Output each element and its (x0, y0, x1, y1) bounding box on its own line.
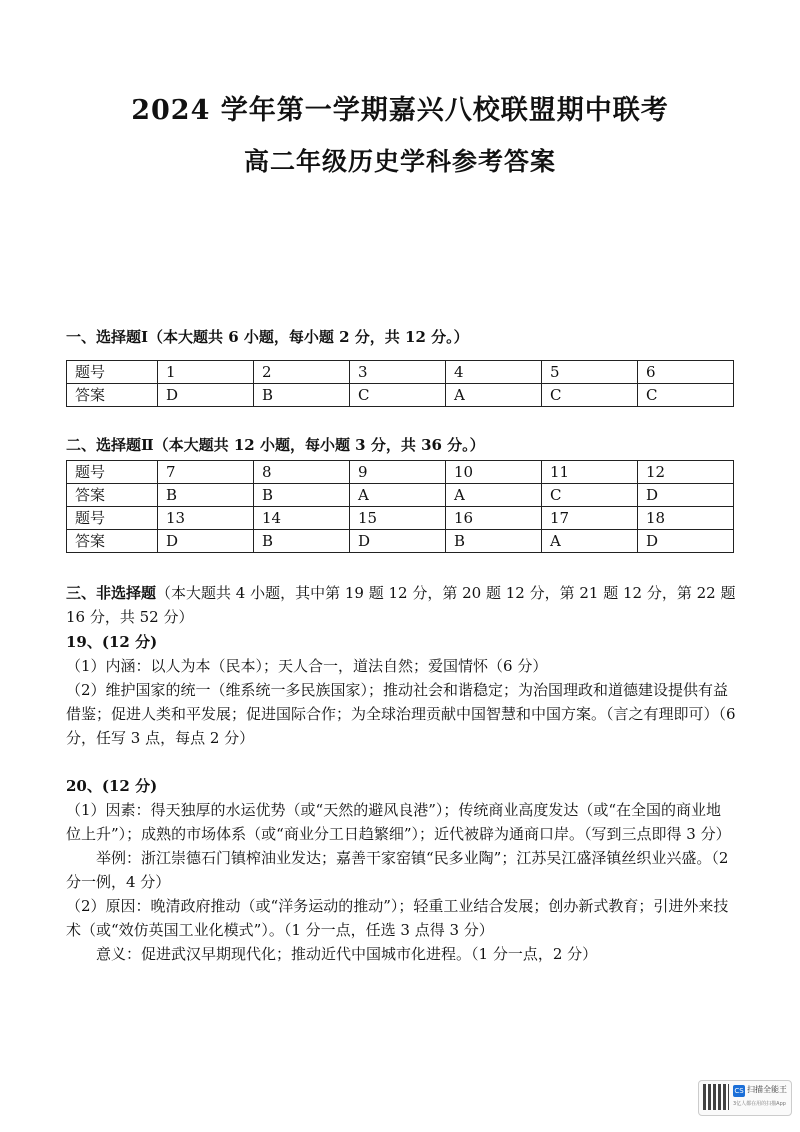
table-cell: 5 (542, 361, 638, 384)
table-row (67, 530, 734, 553)
section1-heading: 一、选择题Ⅰ（本大题共 6 小题，每小题 2 分，共 12 分。） (66, 328, 469, 346)
q19-heading: 19、(12 分) (66, 633, 158, 651)
qr-code-icon (703, 1084, 729, 1110)
table-row (67, 484, 734, 507)
table-cell: B (158, 484, 254, 507)
table-cell: 7 (158, 461, 254, 484)
table-cell: D (158, 384, 254, 407)
watermark-tagline: 3亿人都在用的扫描App (733, 1101, 786, 1107)
scanner-watermark (698, 1080, 792, 1116)
row-label: 答案 (67, 530, 158, 553)
q20-answer-2: （2）原因：晚清政府推动（或“洋务运动的推动”）；轻重工业结合发展；创办新式教育；引进外来技术（或“效仿英国工业化模式”）。（1 分一点，任选 3 点得 3 分） (66, 897, 729, 939)
table-cell: D (638, 530, 734, 553)
table-cell: 17 (542, 507, 638, 530)
table-row (67, 507, 734, 530)
table-row (67, 361, 734, 384)
table-cell: 9 (350, 461, 446, 484)
row-label: 答案 (67, 384, 158, 407)
table-cell: 3 (350, 361, 446, 384)
q20-examples: 举例：浙江崇德石门镇榨油业发达；嘉善干家窑镇“民多业陶”；江苏吴江盛泽镇丝织业兴盛。（2 分一例，4 分） (66, 849, 729, 891)
table-cell: A (350, 484, 446, 507)
q19-answer-1: （1）内涵：以人为本（民本）；天人合一，道法自然；爱国情怀（6 分） (66, 657, 548, 675)
camscanner-logo-icon: CS (734, 1087, 744, 1095)
table-cell: 12 (638, 461, 734, 484)
table-cell: 16 (446, 507, 542, 530)
row-label: 题号 (67, 361, 158, 384)
table-cell: D (158, 530, 254, 553)
table-cell: A (542, 530, 638, 553)
table-cell: 10 (446, 461, 542, 484)
table-cell: 8 (254, 461, 350, 484)
table-cell: D (350, 530, 446, 553)
q20-heading: 20、(12 分) (66, 777, 158, 795)
table-cell: B (254, 484, 350, 507)
row-label: 题号 (67, 461, 158, 484)
table-cell: 11 (542, 461, 638, 484)
question-20 (66, 774, 736, 966)
table-cell: B (254, 384, 350, 407)
document-title: 2024 学年第一学期嘉兴八校联盟期中联考 (131, 95, 669, 126)
watermark-app-name: 扫描全能王 (747, 1085, 787, 1094)
row-label: 答案 (67, 484, 158, 507)
table-cell: A (446, 384, 542, 407)
table-cell: D (638, 484, 734, 507)
table-cell: C (542, 484, 638, 507)
q20-significance: 意义：促进武汉早期现代化；推动近代中国城市化进程。（1 分一点，2 分） (96, 945, 598, 963)
section3-heading-rest: （本大题共 4 小题，其中第 19 题 12 分，第 20 题 12 分，第 21 题 12 分，第 22 题 16 分，共 52 分） (66, 584, 736, 626)
table-cell: 13 (158, 507, 254, 530)
table-cell: 4 (446, 361, 542, 384)
table-cell: 14 (254, 507, 350, 530)
document-subtitle: 高二年级历史学科参考答案 (243, 147, 556, 176)
table-cell: C (350, 384, 446, 407)
q19-answer-2: （2）维护国家的统一（维系统一多民族国家）；推动社会和谐稳定；为治国理政和道德建设提供有益借鉴；促进人类和平发展；促进国际合作；为全球治理贡献中国智慧和中国方案。（言之有理即可）（6 分，任写 3 点，每点 2 分） (66, 681, 736, 747)
table-cell: B (254, 530, 350, 553)
q20-answer-1: （1）因素：得天独厚的水运优势（或“天然的避风良港”）；传统商业高度发达（或“在全国的商业地位上升”）；成熟的市场体系（或“商业分工日趋繁细”）；近代被辟为通商口岸。（写到三点即得 3 分） (66, 801, 731, 843)
table-cell: 18 (638, 507, 734, 530)
table-cell: 6 (638, 361, 734, 384)
row-label: 题号 (67, 507, 158, 530)
table-cell: B (446, 530, 542, 553)
table-cell: C (542, 384, 638, 407)
table-cell: C (638, 384, 734, 407)
table-cell: A (446, 484, 542, 507)
question-19 (66, 630, 736, 750)
section2-answer-table (66, 460, 734, 553)
section1-answer-table (66, 360, 734, 407)
section3-heading-bold: 三、非选择题 (66, 584, 157, 602)
section2-heading: 二、选择题Ⅱ（本大题共 12 小题，每小题 3 分，共 36 分。） (66, 436, 485, 454)
table-cell: 1 (158, 361, 254, 384)
table-row (67, 384, 734, 407)
table-row (67, 461, 734, 484)
table-cell: 2 (254, 361, 350, 384)
table-cell: 15 (350, 507, 446, 530)
section3-heading (66, 581, 736, 629)
